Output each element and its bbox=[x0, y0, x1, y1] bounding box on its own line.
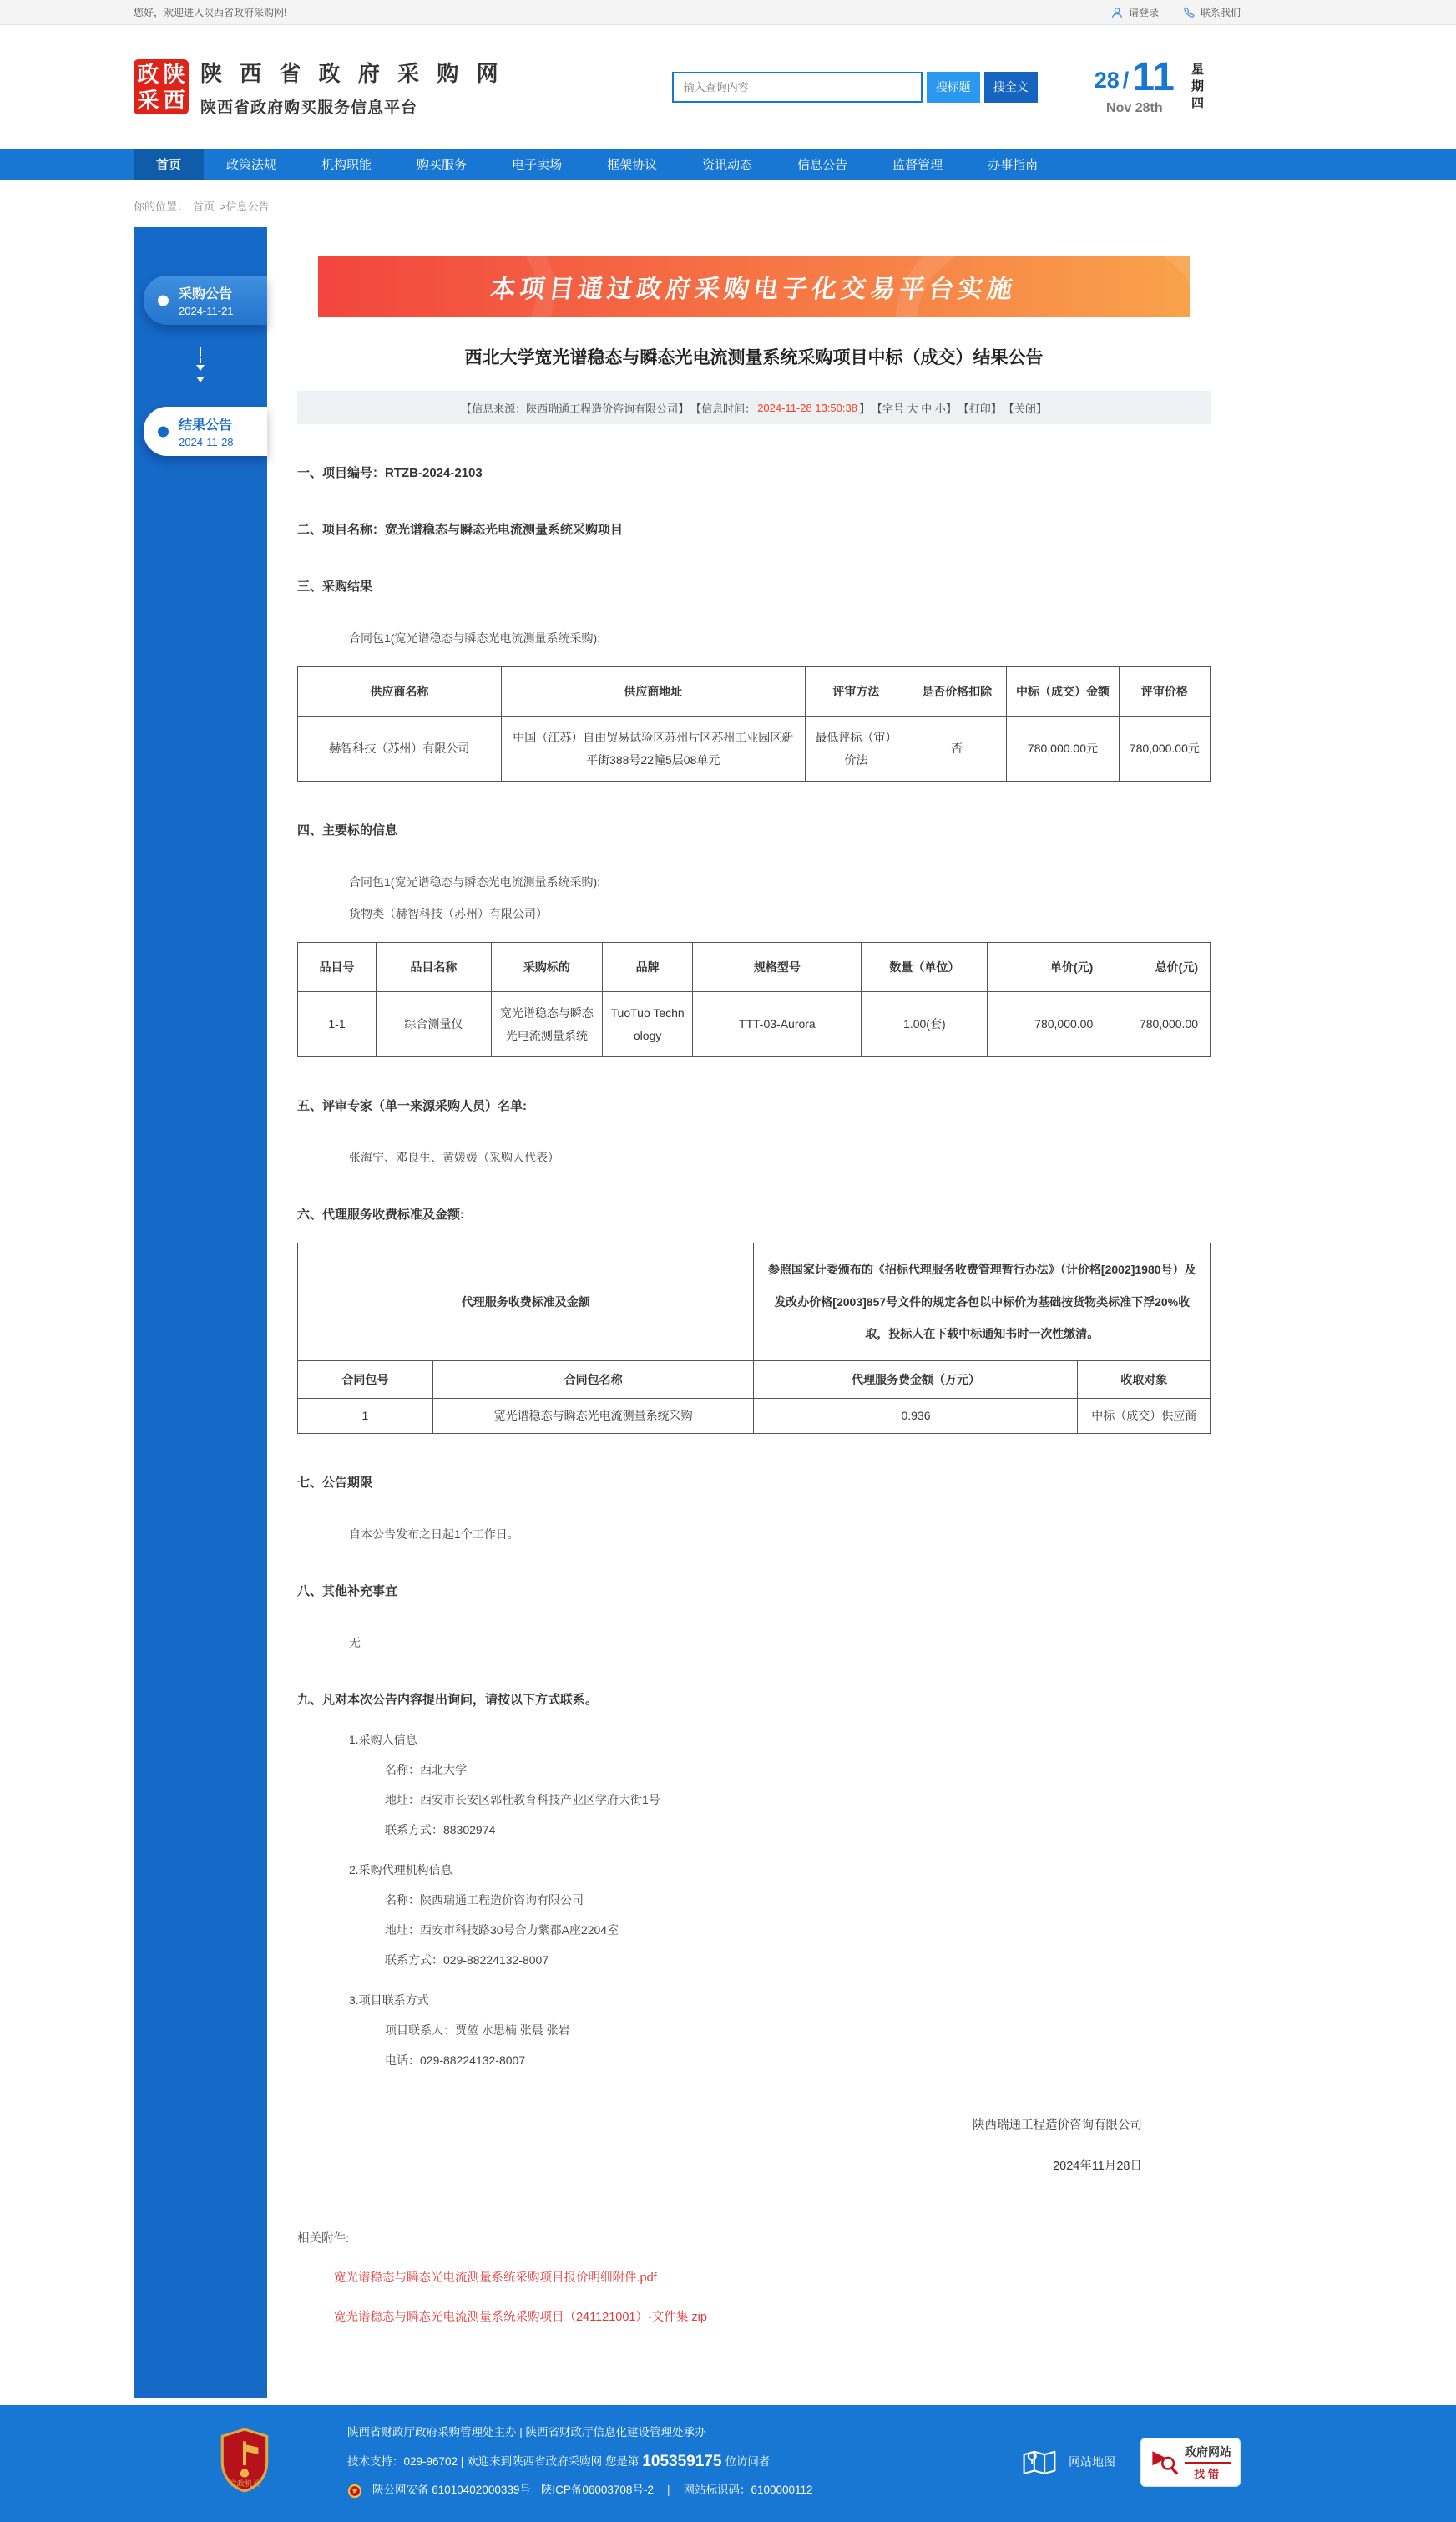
header-cell: 评审方法 bbox=[805, 667, 907, 717]
header-cell: 合同包号 bbox=[298, 1360, 433, 1398]
cell-procurement-target: 宽光谱稳态与瞬态光电流测量系统 bbox=[491, 992, 602, 1057]
search-fulltext-button[interactable]: 搜全文 bbox=[984, 72, 1038, 103]
experts-list: 张海宁、邓良生、黄媛媛（采购人代表） bbox=[349, 1151, 559, 1165]
cell-unit-price: 780,000.00 bbox=[988, 992, 1105, 1057]
info-time-prefix: 【信息时间： bbox=[690, 402, 756, 415]
breadcrumb-prefix: 你的位置： bbox=[134, 200, 189, 213]
nav-item-supervision[interactable]: 监督管理 bbox=[892, 158, 943, 172]
search-title-button[interactable]: 搜标题 bbox=[927, 72, 980, 103]
site-name: 陕 西 省 政 府 采 购 网 bbox=[200, 60, 504, 86]
article-content bbox=[267, 227, 1241, 2398]
agency-fee-table bbox=[297, 1243, 1211, 1434]
purchaser-contact: 联系方式：88302974 bbox=[385, 1822, 496, 1836]
section-project-number: 一、项目编号：RTZB-2024-2103 bbox=[297, 466, 483, 480]
nav-item-guide[interactable]: 办事指南 bbox=[988, 158, 1039, 172]
close-button[interactable]: 【关闭】 bbox=[1003, 402, 1047, 415]
section-contact-heading: 九、凡对本次公告内容提出询问，请按以下方式联系。 bbox=[297, 1692, 599, 1707]
timeline-sidebar bbox=[134, 227, 267, 2398]
agency-fee-label: 代理服务收费标准及金额 bbox=[298, 1243, 754, 1361]
agency-fee-description: 参照国家计委颁布的《招标代理服务收费管理暂行办法》（计价格[2002]1980号）及发改办价格[2003]857号文件的规定各包以中标价为基础按货物类标准下浮20%收取，投标人在下载中标通知书时一次性缴清。 bbox=[754, 1243, 1211, 1361]
badge-subtitle: 找错 bbox=[1193, 2467, 1222, 2480]
header-cell: 总价(元) bbox=[1105, 943, 1211, 992]
footer-text-block bbox=[347, 2425, 813, 2499]
cell-quantity: 1.00(套) bbox=[862, 992, 988, 1057]
info-time: 2024-11-28 13:50:38 bbox=[757, 401, 857, 414]
contract-package-line: 合同包1(宽光谱稳态与瞬态光电流测量系统采购): bbox=[349, 875, 600, 889]
section-period-heading: 七、公告期限 bbox=[297, 1475, 373, 1490]
public-security-badge-icon bbox=[347, 2484, 362, 2499]
page-title: 西北大学宽光谱稳态与瞬态光电流测量系统采购项目中标（成交）结果公告 bbox=[464, 348, 1044, 367]
contact-link[interactable] bbox=[1182, 5, 1241, 19]
bid-item-table bbox=[297, 942, 1211, 1057]
error-finder-magnifier-icon bbox=[1150, 2448, 1178, 2476]
nav-item-functions[interactable]: 机构职能 bbox=[321, 158, 372, 172]
agency-info-title: 2.采购代理机构信息 bbox=[349, 1862, 452, 1876]
date-english: Nov 28th bbox=[1106, 101, 1163, 115]
visitor-counter: 105359175 bbox=[642, 2452, 722, 2470]
cell-review-method: 最低评标（审）价法 bbox=[805, 717, 907, 782]
sitemap-label: 网站地图 bbox=[1069, 2455, 1115, 2469]
section-agency-fee-heading: 六、代理服务收费标准及金额: bbox=[297, 1208, 464, 1223]
other-body: 无 bbox=[349, 1635, 361, 1649]
sidebar-item-title: 结果公告 bbox=[179, 418, 233, 433]
gov-website-error-report-badge[interactable] bbox=[1140, 2438, 1241, 2487]
cell-brand: TuoTuo Technology bbox=[603, 992, 693, 1057]
cell-award-amount: 780,000.00元 bbox=[1007, 717, 1119, 782]
nav-item-framework[interactable]: 框架协议 bbox=[607, 158, 658, 172]
signature-date: 2024年11月28日 bbox=[1053, 2159, 1142, 2173]
date-separator: / bbox=[1122, 68, 1130, 93]
project-phone: 电话：029-88224132-8007 bbox=[385, 2053, 526, 2067]
header-cell: 收取对象 bbox=[1078, 1360, 1211, 1398]
cell-item-name: 综合测量仪 bbox=[376, 992, 491, 1057]
nav-item-purchase-services[interactable]: 购买服务 bbox=[417, 158, 468, 172]
date-day: 28 bbox=[1094, 68, 1120, 93]
footer-support-text: 技术支持：029-96702 | 欢迎来到陕西省政府采购网 您是第 bbox=[347, 2454, 640, 2468]
cell-fee-amount: 0.936 bbox=[754, 1398, 1078, 1433]
sidebar-item-date: 2024-11-28 bbox=[179, 436, 234, 448]
icp-beian[interactable]: 陕ICP备06003708号-2 bbox=[540, 2484, 654, 2497]
cell-total-price: 780,000.00 bbox=[1105, 992, 1211, 1057]
table-header-row bbox=[298, 1360, 1211, 1398]
contact-label: 联系我们 bbox=[1200, 7, 1241, 18]
header-cell: 单价(元) bbox=[988, 943, 1105, 992]
breadcrumb bbox=[134, 180, 1241, 227]
site-logo bbox=[134, 59, 189, 114]
section-bid-info-heading: 四、主要标的信息 bbox=[297, 823, 398, 838]
section-experts-heading: 五、评审专家（单一来源采购人员）名单: bbox=[297, 1099, 527, 1114]
table-header-row bbox=[298, 943, 1211, 992]
section-project-name: 二、项目名称：宽光谱稳态与瞬态光电流测量系统采购项目 bbox=[297, 523, 624, 537]
table-header-row bbox=[298, 667, 1211, 717]
breadcrumb-current: >信息公告 bbox=[220, 200, 270, 213]
goods-category-line: 货物类（赫智科技（苏州）有限公司） bbox=[349, 907, 548, 921]
platform-banner bbox=[318, 256, 1191, 317]
project-contacts: 项目联系人：贾堃 水思楠 张晨 张岩 bbox=[385, 2023, 570, 2037]
cell-supplier-address: 中国（江苏）自由贸易试验区苏州片区苏州工业园区新平街388号22幢5层08单元 bbox=[501, 717, 805, 782]
header-cell: 合同包名称 bbox=[432, 1360, 754, 1398]
signature-company: 陕西瑞通工程造价咨询有限公司 bbox=[973, 2118, 1142, 2132]
attachment-link-zip[interactable]: 宽光谱稳态与瞬态光电流测量系统采购项目（241121001）-文件集.zip bbox=[334, 2310, 707, 2324]
header-cell: 品目名称 bbox=[376, 943, 491, 992]
header-cell: 品牌 bbox=[603, 943, 693, 992]
cell-price-deduction: 否 bbox=[907, 717, 1007, 782]
down-arrow-icon bbox=[134, 325, 267, 407]
article-meta-bar bbox=[297, 391, 1211, 424]
header-cell: 采购标的 bbox=[491, 943, 602, 992]
agency-name: 名称：陕西瑞通工程造价咨询有限公司 bbox=[385, 1892, 584, 1907]
header-cell: 数量（单位） bbox=[862, 943, 988, 992]
table-row bbox=[298, 1243, 1211, 1361]
nav-item-announcements[interactable]: 信息公告 bbox=[797, 158, 848, 172]
step-dot-icon bbox=[158, 426, 169, 437]
beian-separator: | bbox=[666, 2484, 670, 2497]
logo-char: 采 bbox=[137, 87, 159, 113]
nav-item-e-market[interactable]: 电子卖场 bbox=[512, 158, 563, 172]
table-row bbox=[298, 992, 1211, 1057]
sidebar-item-date: 2024-11-21 bbox=[179, 305, 234, 317]
purchaser-name: 名称：西北大学 bbox=[385, 1762, 467, 1776]
purchaser-address: 地址：西安市长安区郭杜教育科技产业区学府大街1号 bbox=[385, 1792, 660, 1806]
info-time-suffix: 】 bbox=[858, 402, 870, 415]
cell-review-price: 780,000.00元 bbox=[1119, 717, 1210, 782]
brand bbox=[134, 57, 504, 118]
header-cell: 供应商地址 bbox=[501, 667, 805, 717]
step-dot-icon bbox=[158, 295, 169, 306]
sidebar-item-result-notice[interactable] bbox=[144, 407, 267, 456]
table-row bbox=[298, 717, 1211, 782]
period-body: 自本公告发布之日起1个工作日。 bbox=[349, 1527, 519, 1541]
emblem-text: 党政机关 bbox=[229, 2479, 260, 2488]
sitemap-link[interactable] bbox=[1022, 2447, 1115, 2477]
print-button[interactable]: 【打印】 bbox=[958, 402, 1002, 415]
nav-item-news[interactable]: 资讯动态 bbox=[702, 158, 753, 172]
agency-address: 地址：西安市科技路30号合力紫郡A座2204室 bbox=[385, 1922, 619, 1937]
gongan-beian[interactable]: 陕公网安备 61010402000339号 bbox=[372, 2484, 531, 2497]
banner-text: 本项目通过政府采购电子化交易平台实施 bbox=[488, 276, 1019, 303]
badge-title: 政府网站 bbox=[1185, 2444, 1231, 2464]
date-display bbox=[1094, 55, 1241, 116]
site-subtitle: 陕西省政府购买服务信息平台 bbox=[200, 99, 418, 117]
attachment-link-pdf[interactable]: 宽光谱稳态与瞬态光电流测量系统采购项目报价明细附件.pdf bbox=[334, 2271, 657, 2285]
header-cell: 评审价格 bbox=[1119, 667, 1210, 717]
weekday-label: 星期四 bbox=[1190, 63, 1204, 113]
section-result-heading: 三、采购结果 bbox=[297, 580, 373, 594]
logo-char: 政 bbox=[137, 61, 159, 87]
header-cell: 代理服务费金额（万元） bbox=[754, 1360, 1078, 1398]
breadcrumb-home-link[interactable]: 首页 bbox=[193, 200, 215, 213]
header-cell: 是否价格扣除 bbox=[907, 667, 1007, 717]
table-row bbox=[298, 1398, 1211, 1433]
supplier-result-table bbox=[297, 666, 1211, 782]
cell-fee-payer: 中标（成交）供应商 bbox=[1078, 1398, 1211, 1433]
site-footer bbox=[0, 2405, 1456, 2522]
purchaser-info-title: 1.采购人信息 bbox=[349, 1732, 417, 1746]
header-cell: 中标（成交）金额 bbox=[1007, 667, 1119, 717]
top-bar bbox=[0, 0, 1456, 25]
agency-contact: 联系方式：029-88224132-8007 bbox=[385, 1952, 549, 1967]
welcome-text: 您好，欢迎进入陕西省政府采购网! bbox=[134, 7, 287, 18]
main-area bbox=[134, 227, 1241, 2398]
map-icon bbox=[1022, 2447, 1057, 2477]
section-other-heading: 八、其他补充事宜 bbox=[297, 1583, 398, 1598]
logo-char: 西 bbox=[163, 87, 185, 113]
cell-package-name: 宽光谱稳态与瞬态光电流测量系统采购 bbox=[432, 1398, 754, 1433]
footer-organizer-line: 陕西省财政厅政府采购管理处主办 | 陕西省财政厅信息化建设管理处承办 bbox=[347, 2425, 706, 2438]
phone-icon bbox=[1182, 6, 1196, 19]
site-code: 网站标识码：6100000112 bbox=[683, 2484, 813, 2497]
cell-item-number: 1-1 bbox=[298, 992, 377, 1057]
nav-item-home[interactable]: 首页 bbox=[134, 149, 204, 180]
search-input[interactable] bbox=[672, 72, 923, 103]
sidebar-item-title: 采购公告 bbox=[179, 287, 233, 301]
date-month: 11 bbox=[1132, 55, 1175, 99]
user-icon bbox=[1110, 6, 1124, 19]
site-header bbox=[0, 25, 1456, 149]
login-label: 请登录 bbox=[1128, 7, 1159, 18]
header-cell: 品目号 bbox=[298, 943, 377, 992]
login-link[interactable] bbox=[1110, 5, 1159, 19]
project-contact-title: 3.项目联系方式 bbox=[349, 1993, 429, 2007]
cell-model: TTT-03-Aurora bbox=[693, 992, 862, 1057]
font-size-control[interactable]: 【字号 大 中 小】 bbox=[871, 402, 957, 415]
signature-block bbox=[297, 2115, 1211, 2174]
logo-char: 陕 bbox=[163, 61, 185, 87]
nav-item-policies[interactable]: 政策法规 bbox=[226, 158, 277, 172]
header-cell: 供应商名称 bbox=[298, 667, 502, 717]
info-source: 【信息来源：陕西瑞通工程造价咨询有限公司】 bbox=[461, 402, 690, 415]
search-bar bbox=[672, 72, 1038, 103]
sidebar-item-procurement-notice[interactable] bbox=[144, 276, 267, 325]
attachments-heading: 相关附件: bbox=[297, 2231, 350, 2246]
cell-supplier-name: 赫智科技（苏州）有限公司 bbox=[298, 717, 502, 782]
contract-package-line: 合同包1(宽光谱稳态与瞬态光电流测量系统采购): bbox=[349, 631, 600, 645]
footer-visitor-suffix: 位访问者 bbox=[725, 2454, 771, 2468]
header-cell: 规格型号 bbox=[693, 943, 862, 992]
party-government-emblem-icon bbox=[217, 2428, 272, 2497]
cell-package-number: 1 bbox=[298, 1398, 433, 1433]
main-nav bbox=[0, 149, 1456, 180]
